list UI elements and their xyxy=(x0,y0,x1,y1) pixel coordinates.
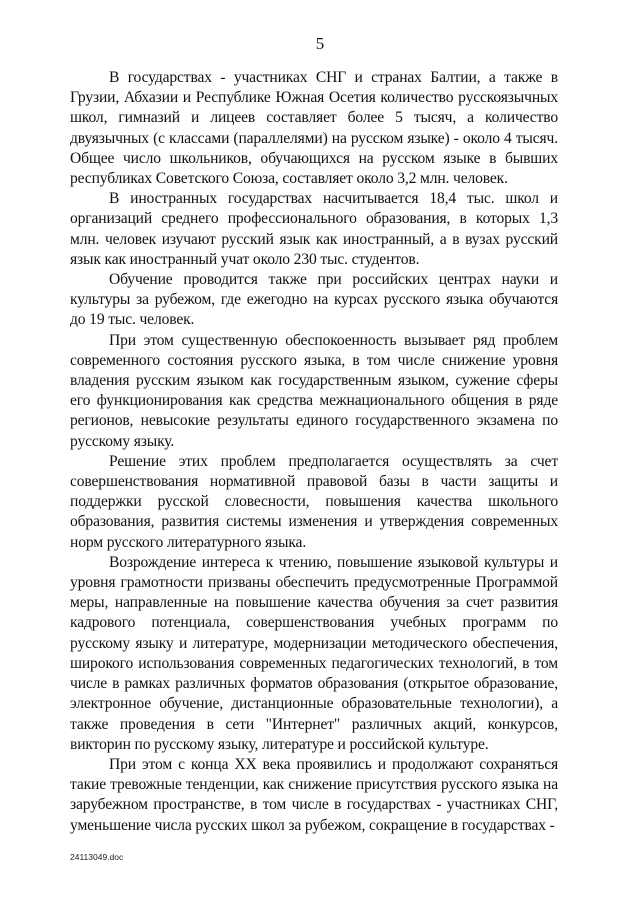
paragraph-4: При этом существенную обеспокоенность вызывает ряд проблем современного состояния русского языка, в том числе снижение уровня владения русским языком как государственным языком, сужение сферы его функционирования как средства межнационального общения в ряде регионов, невысокие результаты единого государственного экзамена по русскому языку. xyxy=(70,331,558,450)
paragraph-2: В иностранных государствах насчитывается 18,4 тыс. школ и организаций среднего профессионального образования, в которых 1,3 млн. человек изучают русский язык как иностранный, а в вузах русский язык как иностранный учат около 230 тыс. студентов. xyxy=(70,190,558,268)
paragraph-3: Обучение проводится также при российских центрах науки и культуры за рубежом, где ежегодно на курсах русского языка обучаются до 19 тыс. человек. xyxy=(70,271,558,329)
document-body xyxy=(70,68,558,836)
paragraph-6: Возрождение интереса к чтению, повышение языковой культуры и уровня грамотности призваны обеспечить предусмотренные Программой меры, направленные на повышение качества обучения за счет развития кадрового потенциала, совершенствования учебных программ по русскому языку и литературе, модернизации методического обеспечения, широкого использования современных педагогических технологий, в том числе в рамках различных форматов образования (открытое образование, электронное обучение, дистанционные образовательные технологии), а также проведения в сети "Интернет" различных акций, конкурсов, викторин по русскому языку, литературе и российской культуре. xyxy=(70,553,558,753)
document-file-code: 24113049.doc xyxy=(70,852,124,862)
paragraph-7: При этом с конца XX века проявились и продолжают сохраняться такие тревожные тенденции, как снижение присутствия русского языка на зарубежном пространстве, в том числе в государствах - участниках СНГ, уменьшение числа русских школ за рубежом, сокращение в государствах - xyxy=(70,755,558,834)
page-number: 5 xyxy=(315,34,325,53)
paragraph-1: В государствах - участниках СНГ и странах Балтии, а также в Грузии, Абхазии и Республике Южная Осетия количество русскоязычных школ, гимназий и лицеев составляет более 5 тысяч, а количество двуязычных (с классами (параллелями) на русском языке) - около 4 тысяч. Общее число школьников, обучающихся на русском языке в бывших республиках Советского Союза, составляет около 3,2 млн. человек. xyxy=(70,69,558,188)
paragraph-5: Решение этих проблем предполагается осуществлять за счет совершенствования нормативной правовой базы в части защиты и поддержки русской словесности, повышения качества школьного образования, развития системы изменения и утверждения современных норм русского литературного языка. xyxy=(70,452,558,551)
